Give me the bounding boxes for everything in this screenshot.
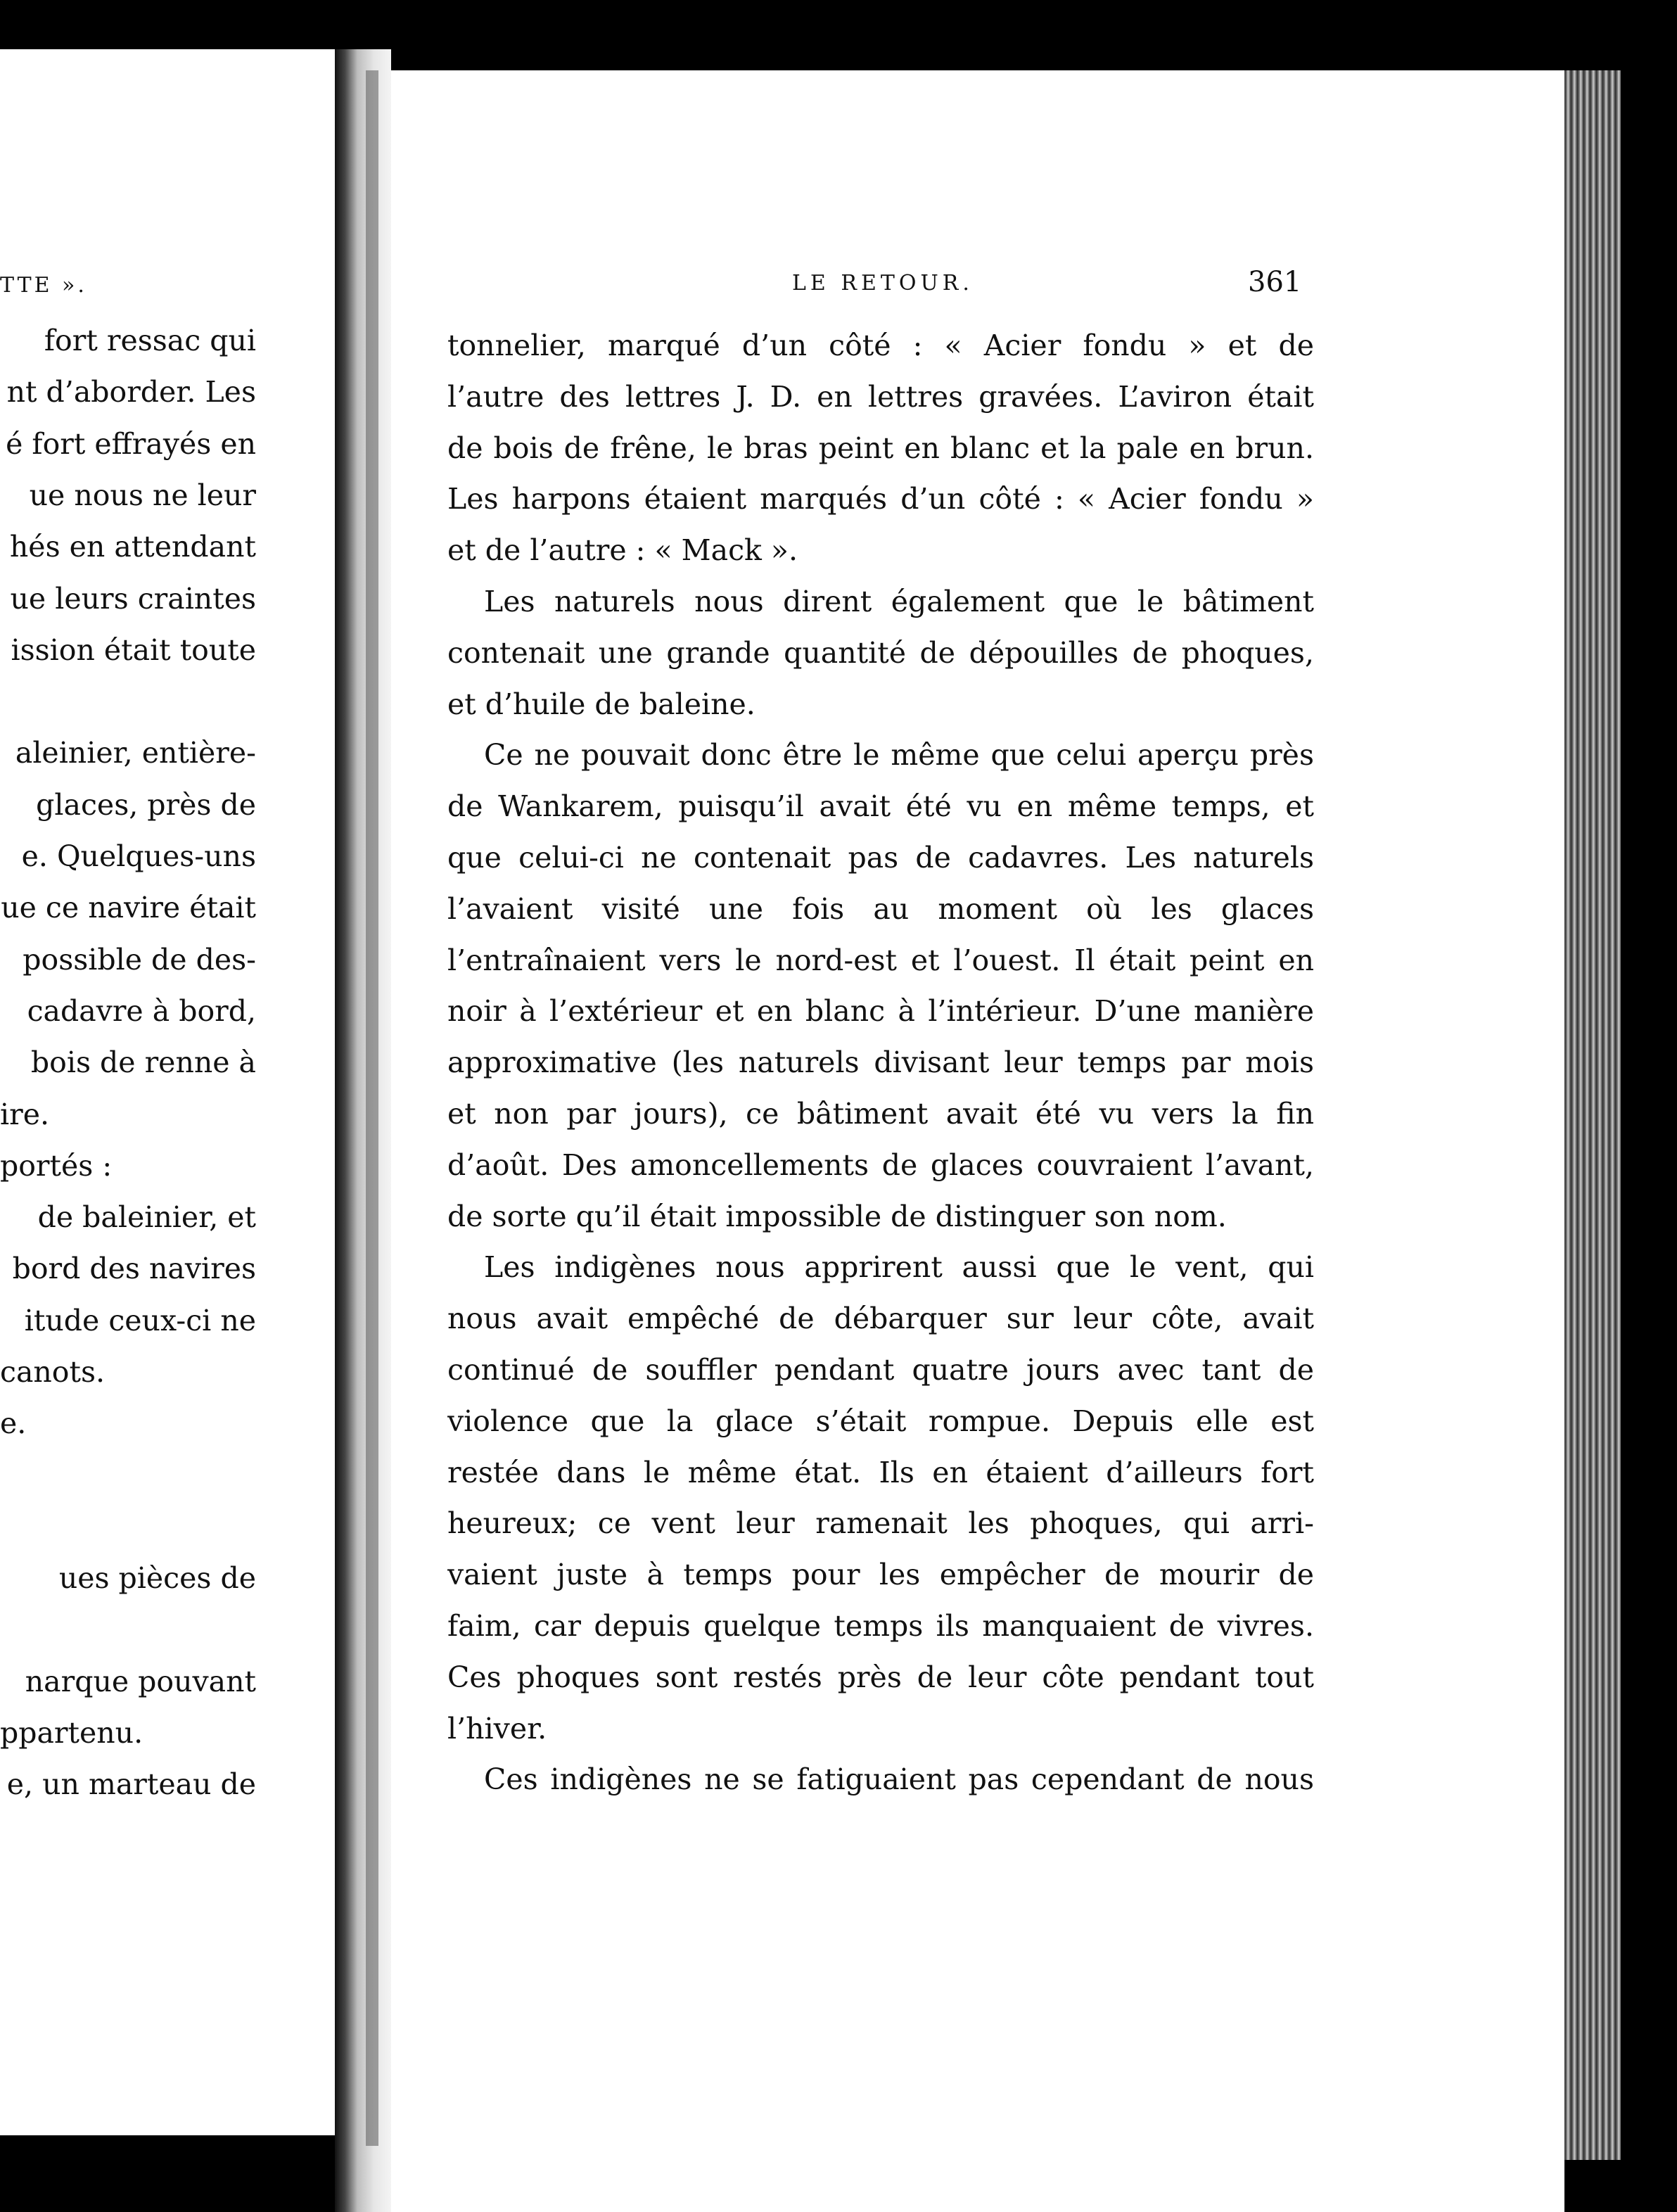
body-text-line: et non par jours), ce bâtiment avait été vu vers la fin (447, 1096, 1314, 1131)
previous-page-line: portés : (0, 1148, 113, 1183)
body-text-line: l’entraînaient vers le nord-est et l’ouest. Il était peint en (447, 943, 1314, 977)
body-text-line: d’août. Des amoncellements de glaces couvraient l’avant, (447, 1148, 1314, 1182)
previous-page-line: hés en attendant (9, 530, 256, 564)
body-text-line: heureux; ce vent leur ramenait les phoques, qui arri- (447, 1506, 1314, 1541)
previous-page-line: ue ce navire était (1, 891, 256, 925)
previous-page-line: e. Quelques-uns (21, 839, 256, 873)
previous-page-line: itude ceux-ci ne (24, 1303, 256, 1337)
running-head: LE RETOUR. (792, 271, 974, 295)
previous-page-line: bord des navires (12, 1252, 256, 1286)
previous-page-line: ue leurs craintes (10, 581, 256, 616)
body-text-line: violence que la glace s’était rompue. Depuis elle est (447, 1404, 1314, 1438)
body-text-line: l’hiver. (447, 1711, 547, 1746)
body-text-line: l’autre des lettres J. D. en lettres gravées. L’aviron était (447, 379, 1314, 414)
page-number: 361 (1248, 266, 1302, 298)
body-text-line: noir à l’extérieur et en blanc à l’intérieur. D’une manière (447, 994, 1314, 1029)
gutter-shadow (366, 70, 378, 2146)
previous-page-line: cadavre à bord, (27, 993, 256, 1028)
body-text-line: continué de souffler pendant quatre jours avec tant de (447, 1352, 1314, 1387)
body-text-line: et d’huile de baleine. (447, 687, 755, 721)
previous-page-line: ission était toute (11, 633, 256, 667)
previous-page-line: e, un marteau de (6, 1767, 256, 1802)
previous-page-line: fort ressac qui (44, 324, 256, 357)
previous-page-line: ppartenu. (0, 1716, 144, 1750)
body-text-line: de Wankarem, puisqu’il avait été vu en même temps, et (447, 789, 1314, 824)
body-text-line: l’avaient visité une fois au moment où les glaces (447, 891, 1314, 926)
previous-page-line: ue nous ne leur (29, 478, 256, 512)
body-text-line: contenait une grande quantité de dépouilles de phoques, (447, 635, 1314, 670)
body-text-line: Ces indigènes ne se fatiguaient pas cependant de nous (484, 1762, 1314, 1797)
previous-page-line: narque pouvant (25, 1664, 256, 1698)
book-fore-edge (1564, 70, 1621, 2160)
scan-background (1621, 70, 1677, 2212)
body-text-line: approximative (les naturels divisant leur temps par mois (447, 1045, 1314, 1080)
previous-page-line: é fort effrayés en (6, 426, 256, 461)
body-text-line: de sorte qu’il était impossible de distinguer son nom. (447, 1199, 1227, 1233)
previous-page-line: nt d’aborder. Les (6, 375, 256, 409)
previous-page (0, 49, 335, 2135)
previous-page-line: ues pièces de (58, 1561, 256, 1596)
previous-page-line: glaces, près de (36, 787, 256, 822)
body-text-line: Les indigènes nous apprirent aussi que le vent, qui (484, 1250, 1314, 1285)
body-text-line: et de l’autre : « Mack ». (447, 533, 798, 568)
previous-page-line: bois de renne à (30, 1045, 256, 1080)
previous-page-running-head: TTE ». (0, 273, 87, 298)
body-text-line: de bois de frêne, le bras peint en blanc et la pale en brun. (447, 431, 1314, 465)
previous-page-line: ire. (0, 1097, 50, 1131)
body-text-line: Ces phoques sont restés près de leur côte pendant tout (447, 1660, 1314, 1694)
body-text-line: Ce ne pouvait donc être le même que celui aperçu près (484, 738, 1314, 773)
current-page (391, 70, 1564, 2212)
body-text-line: que celui-ci ne contenait pas de cadavres. Les naturels (447, 840, 1314, 875)
book-gutter (335, 49, 391, 2212)
previous-page-line: de baleinier, et (37, 1200, 256, 1235)
body-text-line: faim, car depuis quelque temps ils manquaient de vivres. (447, 1608, 1314, 1643)
body-text-line: tonnelier, marqué d’un côté : « Acier fondu » et de (447, 329, 1314, 362)
body-text-line: Les naturels nous dirent également que le bâtiment (484, 584, 1314, 618)
page-body-text (447, 320, 1314, 1805)
body-text-line: nous avait empêché de débarquer sur leur côte, avait (447, 1302, 1314, 1336)
previous-page-line: possible de des- (23, 942, 256, 977)
previous-page-line: e. (0, 1406, 27, 1441)
body-text-line: restée dans le même état. Ils en étaient d’ailleurs fort (447, 1455, 1314, 1489)
body-text-line: vaient juste à temps pour les empêcher de mourir de (447, 1558, 1314, 1592)
previous-page-line: aleinier, entière- (15, 736, 256, 770)
body-text-line: Les harpons étaient marqués d’un côté : « Acier fondu » (447, 482, 1314, 516)
previous-page-line: canots. (0, 1355, 106, 1389)
